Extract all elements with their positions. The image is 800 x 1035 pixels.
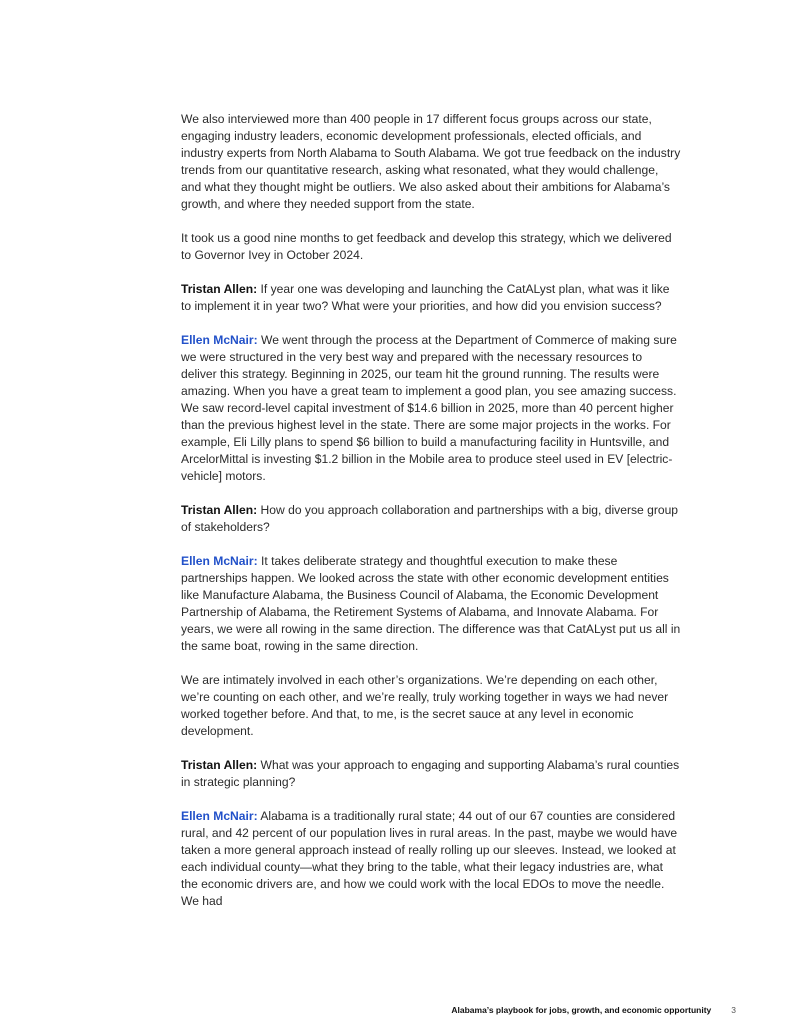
speaker-label-interviewer: Tristan Allen: <box>181 758 258 772</box>
article-body <box>181 111 681 927</box>
paragraph-text: We went through the process at the Department of Commerce of making sure we were structured in the very best way and prepared with the necessary resources to deliver this strategy. Beginning in 2025, our team hit the ground running. The results were amazing. When you have a great team to implement a good plan, you see amazing success. We saw record-level capital investment of $14.6 billion in 2025, more than 40 percent higher than the previous highest level in the state. There are some major projects in the works. For example, Eli Lilly plans to spend $6 billion to build a manufacturing facility in Huntsville, and ArcelorMittal is investing $1.2 billion in the Mobile area to produce steel used in EV [electric-vehicle] motors. <box>181 333 677 483</box>
speaker-label-interviewer: Tristan Allen: <box>181 282 258 296</box>
paragraph <box>181 111 681 213</box>
speaker-label-interviewee: Ellen McNair: <box>181 333 258 347</box>
footer-title: Alabama’s playbook for jobs, growth, and economic opportunity <box>451 1005 712 1015</box>
paragraph <box>181 808 681 910</box>
paragraph <box>181 672 681 740</box>
paragraph-text: Alabama is a traditionally rural state; 44 out of our 67 counties are considered rural, and 42 percent of our population lives in rural areas. In the past, maybe we would have taken a more general approach instead of really rolling up our sleeves. Instead, we looked at each individual county—what they bring to the table, what their legacy industries are, what the economic drivers are, and how we could work with the local EDOs to move the needle. We had <box>181 809 678 908</box>
paragraph <box>181 230 681 264</box>
paragraph <box>181 757 681 791</box>
speaker-label-interviewer: Tristan Allen: <box>181 503 258 517</box>
paragraph-text: We also interviewed more than 400 people in 17 different focus groups across our state, engaging industry leaders, economic development professionals, elected officials, and industry experts from North Alabama to South Alabama. We got true feedback on the industry trends from our quantitative research, asking what resonated, what they would challenge, and what they thought might be outliers. We also asked about their ambitions for Alabama’s growth, and where they needed support from the state. <box>181 112 681 211</box>
paragraph-text: It takes deliberate strategy and thoughtful execution to make these partnerships happen. We looked across the state with other economic development entities like Manufacture Alabama, the Business Council of Alabama, the Economic Development Partnership of Alabama, the Retirement Systems of Alabama, and Innovate Alabama. For years, we were all rowing in the same direction. The difference was that CatALyst put us all in the same boat, rowing in the same direction. <box>181 554 681 653</box>
paragraph-text: How do you approach collaboration and partnerships with a big, diverse group of stakeholders? <box>181 503 679 534</box>
paragraph-text: It took us a good nine months to get feedback and develop this strategy, which we delivered to Governor Ivey in October 2024. <box>181 231 672 262</box>
page-footer <box>451 1005 736 1015</box>
speaker-label-interviewee: Ellen McNair: <box>181 809 258 823</box>
paragraph <box>181 281 681 315</box>
paragraph-text: We are intimately involved in each other’s organizations. We’re depending on each other, we’re counting on each other, and we’re really, truly working together in ways we had never worked together before. And that, to me, is the secret sauce at any level in economic development. <box>181 673 669 738</box>
page-number: 3 <box>731 1005 736 1015</box>
paragraph-text: What was your approach to engaging and supporting Alabama’s rural counties in strategic planning? <box>181 758 680 789</box>
paragraph-text: If year one was developing and launching the CatALyst plan, what was it like to implement it in year two? What were your priorities, and how did you envision success? <box>181 282 670 313</box>
speaker-label-interviewee: Ellen McNair: <box>181 554 258 568</box>
paragraph <box>181 502 681 536</box>
paragraph <box>181 332 681 485</box>
paragraph <box>181 553 681 655</box>
